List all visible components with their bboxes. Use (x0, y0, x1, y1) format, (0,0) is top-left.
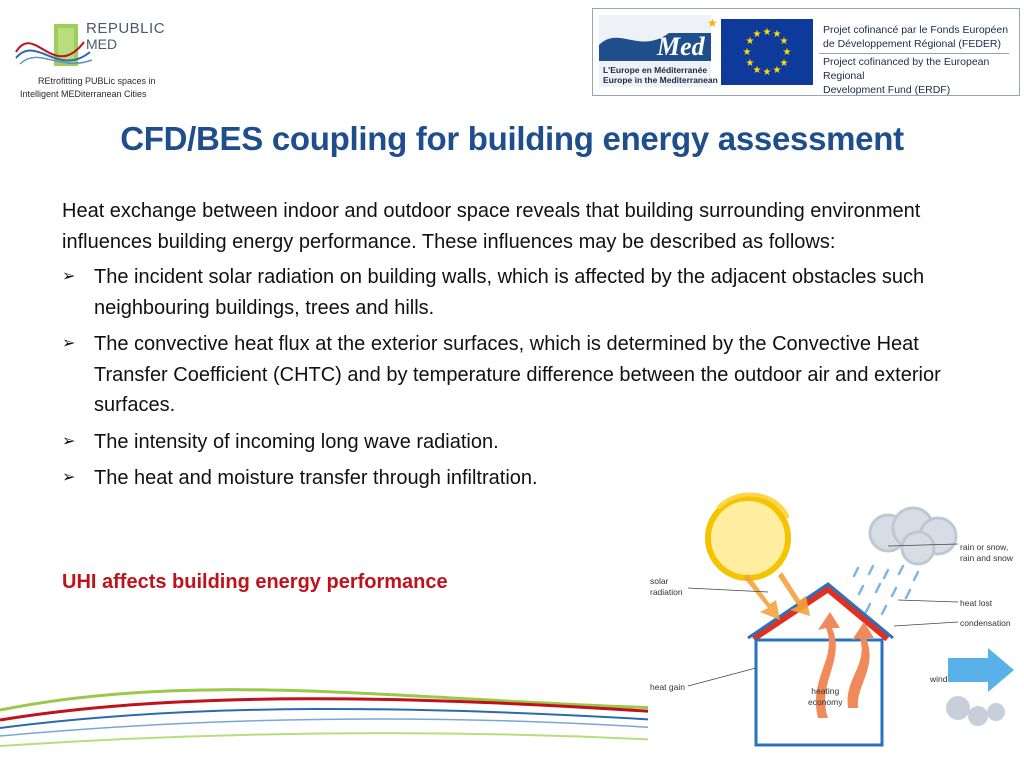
page-title: CFD/BES coupling for building energy assessment (120, 120, 904, 157)
republic-med-logo (0, 0, 170, 105)
svg-text:★: ★ (772, 65, 782, 76)
bullet-text: The incident solar radiation on building walls, which is affected by the adjacent obstacles such neighbouring buildings, trees and hills. (94, 266, 925, 319)
med-caption-line1: L'Europe en Méditerranée (603, 65, 708, 75)
sun-icon (708, 498, 788, 578)
arrow-bullet-icon: ➢ (62, 469, 76, 486)
svg-text:★: ★ (707, 16, 718, 30)
cofinance-en-line1: Project cofinanced by the European Regional (823, 56, 990, 82)
svg-text:★: ★ (752, 29, 762, 40)
list-item (62, 329, 952, 421)
logo-tagline-line1: REtrofitting PUBLic spaces in (38, 76, 156, 86)
cofinance-fr-line2: de Développement Régional (FEDER) (823, 38, 1002, 50)
uhi-highlight: UHI affects building energy performance (62, 571, 448, 593)
svg-text:★: ★ (745, 36, 755, 47)
slide-body (62, 196, 952, 500)
cofinance-en-line2: Development Fund (ERDF) (823, 84, 951, 96)
list-item (62, 427, 952, 458)
eu-stars-icon (721, 19, 813, 85)
bullet-text: The heat and moisture transfer through infiltration. (94, 467, 538, 489)
svg-text:★: ★ (779, 36, 789, 47)
svg-text:★: ★ (742, 47, 752, 58)
cofinance-divider (819, 53, 1009, 54)
building-heat-illustration (648, 488, 1014, 758)
label-heat-gain: heat gain (650, 682, 685, 692)
eu-cofinance-logo (592, 8, 1020, 96)
svg-text:★: ★ (752, 65, 762, 76)
svg-text:★: ★ (762, 27, 772, 38)
svg-text:★: ★ (772, 29, 782, 40)
logo-emblem-icon (14, 12, 94, 78)
label-heat-lost: heat lost (960, 598, 993, 608)
svg-text:★: ★ (782, 47, 792, 58)
med-word: Med (657, 32, 705, 61)
label-rain2: rain and snow (960, 553, 1013, 563)
cofinance-fr-line1: Projet cofinancé par le Fonds Européen (823, 24, 1009, 36)
svg-text:★: ★ (745, 58, 755, 69)
svg-text:★: ★ (779, 58, 789, 69)
logo-tagline-line2: Intelligent MEDiterranean Cities (20, 89, 147, 99)
arrow-bullet-icon: ➢ (62, 268, 76, 285)
arrow-bullet-icon: ➢ (62, 432, 76, 450)
med-programme-logo (599, 15, 718, 87)
intro-paragraph: Heat exchange between indoor and outdoor space reveals that building surrounding environment influences building energy performance. These influences may be described as follows: (62, 200, 921, 253)
med-caption-line2: Europe in the Mediterranean (603, 75, 718, 85)
label-rain: rain or snow, (960, 542, 1009, 552)
label-condensation: condensation (960, 618, 1011, 628)
label-solar: solar (650, 576, 669, 586)
logo-name-line1: REPUBLIC (86, 20, 166, 37)
eu-flag (721, 19, 813, 85)
bullet-text: The intensity of incoming long wave radiation. (94, 430, 499, 453)
arrow-bullet-icon: ➢ (62, 335, 76, 352)
logo-name-line2: MED (86, 36, 118, 52)
cofinance-english (823, 55, 1019, 97)
label-radiation: radiation (650, 587, 683, 597)
label-wind: wind (930, 674, 948, 684)
label-economy: economy (808, 697, 843, 707)
list-item (62, 262, 952, 323)
svg-text:★: ★ (762, 67, 772, 78)
bullet-list (62, 262, 952, 494)
cofinance-french (823, 23, 1008, 51)
bullet-text: The convective heat flux at the exterior surfaces, which is determined by the Convective Heat Transfer Coefficient (CHTC) and by temperature difference between the outdoor air and exterior surfaces. (94, 333, 941, 416)
label-heating: heating (811, 686, 840, 696)
